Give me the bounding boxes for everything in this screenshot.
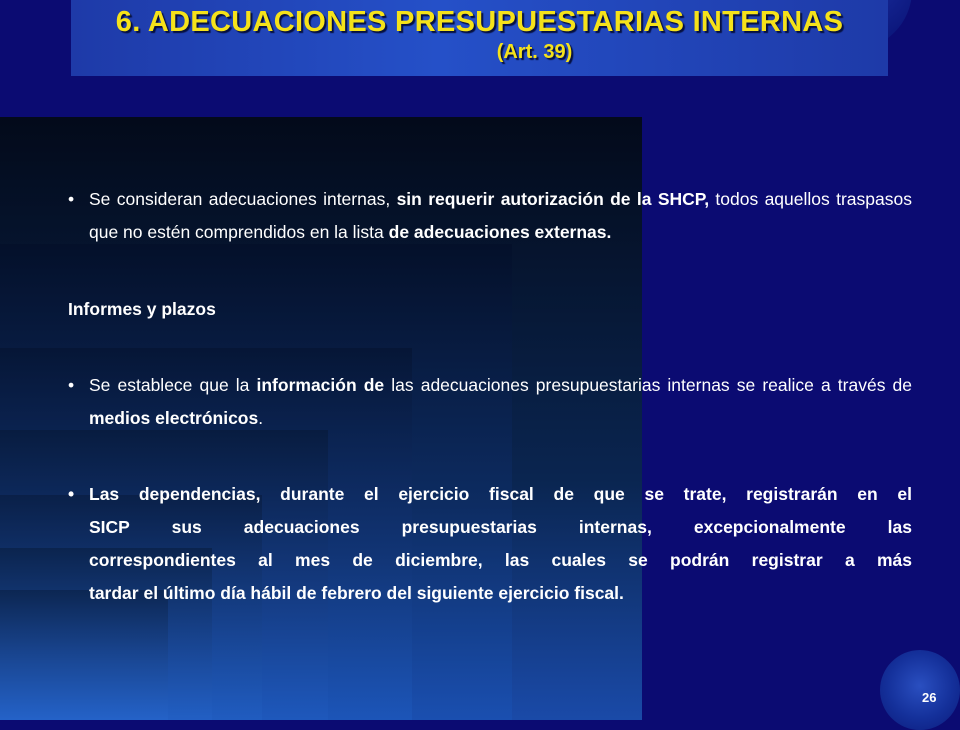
- slide-title: 6. ADECUACIONES PRESUPUESTARIAS INTERNAS: [115, 6, 844, 38]
- slide-subtitle-article: (Art. 39): [496, 41, 573, 63]
- bullet-line: tardar el último día hábil de febrero del siguiente ejercicio fiscal.: [89, 583, 624, 603]
- page-number: 26: [922, 690, 937, 705]
- bullet-electronic-info: • Se establece que la información de las adecuaciones presupuestarias internas se realice a través de medios electrónicos.: [68, 369, 912, 435]
- bullet-internal-adjustments: • Se consideran adecuaciones internas, sin requerir autorización de la SHCP, todos aquellos traspasos que no estén comprendidos en la lista de adecuaciones externas.: [68, 183, 912, 249]
- page-number-circle: [880, 650, 960, 730]
- slide-title-box: [71, 0, 888, 76]
- bullet-dependencies-registration: [68, 478, 912, 610]
- section-heading-reports: Informes y plazos: [68, 299, 216, 319]
- slide-content: [68, 183, 912, 610]
- bullet-line: SICP sus adecuaciones presupuestarias internas, excepcionalmente las: [89, 517, 912, 537]
- bullet-line: correspondientes al mes de diciembre, las cuales se podrán registrar a más: [89, 550, 912, 570]
- bullet-line: • Las dependencias, durante el ejercicio fiscal de que se trate, registrarán en el: [89, 484, 912, 504]
